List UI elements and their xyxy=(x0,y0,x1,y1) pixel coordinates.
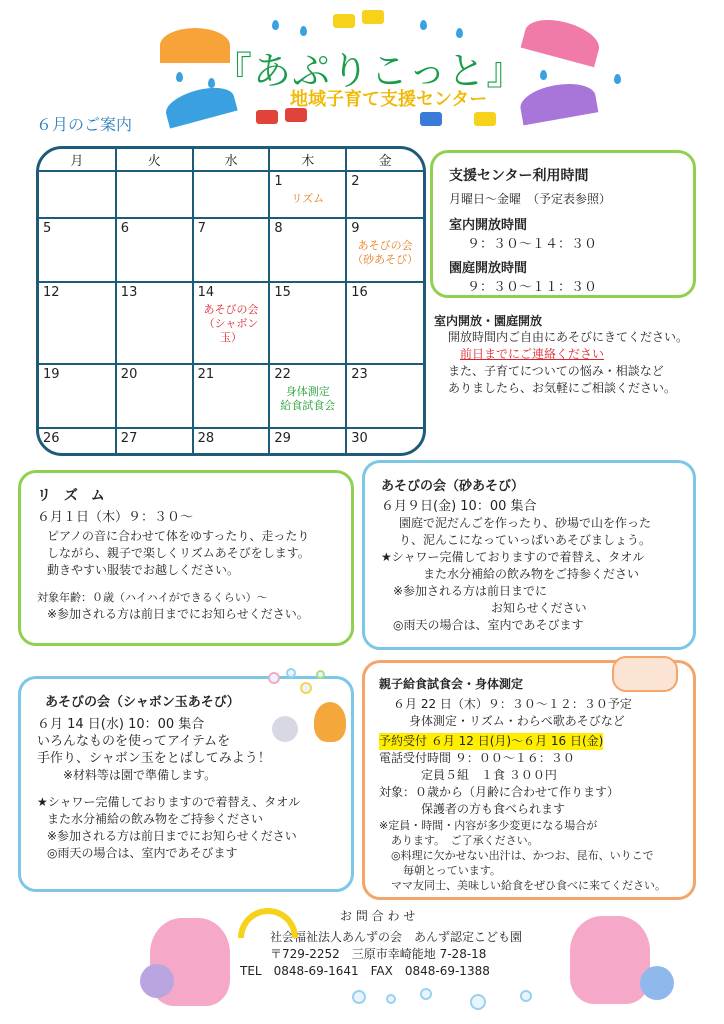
bubble-line: また水分補給の飲み物をご持参ください xyxy=(47,812,264,826)
open-notes xyxy=(434,312,714,397)
calendar-day-cell xyxy=(39,282,116,364)
hours-days: 月曜日～金曜 （予定表参照） xyxy=(449,192,612,206)
calendar-day-cell xyxy=(269,218,346,282)
blue-boot-icon xyxy=(420,112,442,126)
calendar-day-cell xyxy=(193,428,270,453)
lunch-note: ※定員・時間・内容が多少変更になる場合が xyxy=(379,819,598,832)
sand-line: また水分補給の飲み物をご持参ください xyxy=(423,567,640,581)
day-number: 13 xyxy=(120,285,138,301)
hydrangea-icon xyxy=(640,966,674,1000)
day-number: 1 xyxy=(274,174,283,189)
month-heading: ６月のご案内 xyxy=(36,115,133,134)
calendar-day-cell xyxy=(193,364,270,428)
sand-line: ※参加される方は前日までに xyxy=(393,584,548,598)
day-number: 9 xyxy=(351,221,360,236)
sand-date: ６月９日(金) 10：00 集合 xyxy=(381,499,537,514)
day-number: 6 xyxy=(120,221,130,236)
lunch-capacity: 定員５組 １食 ３００円 xyxy=(421,768,557,782)
red-boot-icon xyxy=(256,110,278,124)
day-event: あそびの会 （砂あそび） xyxy=(352,239,419,266)
indoor-time: ９：３０～１４：３０ xyxy=(467,237,598,252)
mouse-character-icon xyxy=(272,716,298,742)
garden-title: 園庭開放時間 xyxy=(449,261,528,276)
contact-phone: TEL 0848-69-1641 FAX 0848-69-1388 xyxy=(240,964,490,978)
day-number: 27 xyxy=(120,431,138,447)
day-number: 30 xyxy=(351,431,368,447)
calendar-day-cell xyxy=(193,218,270,282)
day-event: あそびの会 （シャボン玉） xyxy=(203,303,259,345)
contact-heading: お 問 合 わ せ xyxy=(340,909,416,923)
rhythm-line: しながら、親子で楽しくリズムあそびをします。 xyxy=(47,546,310,560)
calendar-day-cell xyxy=(39,218,116,282)
bubble-date: ６月 14 日(水) 10：00 集合 xyxy=(37,717,205,732)
sand-title: あそびの会（砂あそび） xyxy=(381,479,525,494)
day-number: 5 xyxy=(43,221,52,236)
calendar-week-row xyxy=(39,282,423,364)
calendar-day-cell xyxy=(116,428,193,453)
bubble-play-box xyxy=(18,676,354,892)
weekday-header: 水 xyxy=(193,149,270,171)
sand-line: ★シャワー完備しておりますので着替え、タオル xyxy=(381,550,645,564)
soap-bubble-icon xyxy=(268,672,280,684)
day-number: 14 xyxy=(197,285,215,301)
calendar-day-cell xyxy=(346,218,423,282)
lunch-date: ６月 22 日（木）９：３０～１２：３０予定 xyxy=(393,697,632,711)
calendar-day-cell xyxy=(346,364,423,428)
bubble-line: ★シャワー完備しておりますので着替え、タオル xyxy=(37,795,301,809)
raindrop-icon xyxy=(540,70,547,80)
contact-org: 社会福祉法人あんずの会 あんず認定こども園 xyxy=(270,930,523,944)
raindrop-icon xyxy=(272,20,279,30)
bubble-line: ※材料等は園で準備します。 xyxy=(63,768,217,782)
garden-time: ９：３０～１１：３０ xyxy=(467,280,598,295)
raindrop-icon xyxy=(176,72,183,82)
yellow-boot-icon xyxy=(362,10,384,24)
girl-raincoat-character-icon xyxy=(570,916,650,1004)
yellow-boot-icon xyxy=(474,112,496,126)
calendar-week-row xyxy=(39,428,423,453)
open-notes-highlight: 前日までにご連絡ください xyxy=(460,347,605,361)
calendar-day-cell xyxy=(346,282,423,364)
raindrop-icon xyxy=(456,28,463,38)
calendar-day-cell xyxy=(39,171,116,218)
raindrop-icon xyxy=(420,20,427,30)
calendar-day-cell xyxy=(39,364,116,428)
rhythm-line: 動きやすい服装でお越しください。 xyxy=(47,563,240,577)
open-notes-line: 開放時間内ご自由にあそびにきてください。 xyxy=(448,330,689,344)
calendar-day-cell xyxy=(346,171,423,218)
day-number: 12 xyxy=(43,285,60,301)
purple-umbrella-icon xyxy=(518,79,599,126)
lunch-title: 親子給食試食会・身体測定 xyxy=(379,677,524,691)
calendar-day-cell xyxy=(269,171,346,218)
day-number: 15 xyxy=(274,285,291,301)
calendar-day-cell xyxy=(39,428,116,453)
sand-line: 園庭で泥だんごを作ったり、砂場で山を作った xyxy=(399,516,652,530)
rhythm-date: ６月１日（木）９：３０～ xyxy=(37,510,194,525)
lunch-note: あります。 ご了承ください。 xyxy=(391,834,539,847)
open-notes-line: また、子育てについての悩み・相談など xyxy=(448,364,664,378)
day-number: 29 xyxy=(274,431,291,447)
day-number: 20 xyxy=(120,366,138,382)
weekday-header: 月 xyxy=(39,149,116,171)
rhythm-note: ※参加される方は前日までにお知らせください。 xyxy=(47,607,309,621)
calendar-day-cell xyxy=(116,282,193,364)
day-number: 23 xyxy=(351,366,368,382)
day-event: 身体測定 給食試食会 xyxy=(280,384,336,412)
rhythm-box xyxy=(18,470,354,646)
bubble-line: ※参加される方は前日までにお知らせください xyxy=(47,829,297,843)
water-drop-icon xyxy=(420,988,432,1000)
lunch-note: ママ友同士、美味しい給食をぜひ食べに来てください。 xyxy=(391,879,666,892)
page-subtitle: 地域子育て支援センター xyxy=(290,89,488,110)
lunch-phone-hours: 電話受付時間 ９：００～１６：３０ xyxy=(379,751,575,765)
water-drop-icon xyxy=(352,990,366,1004)
sand-line: ◎雨天の場合は、室内であそびます xyxy=(393,618,584,632)
weekday-header: 木 xyxy=(269,149,346,171)
rhythm-title: リ ズ ム xyxy=(37,488,109,504)
sand-play-box xyxy=(362,460,696,650)
soap-bubble-icon xyxy=(300,682,312,694)
calendar-week-row xyxy=(39,364,423,428)
day-number: 26 xyxy=(43,431,60,447)
calendar-day-cell xyxy=(116,171,193,218)
lunch-target: 対象：０歳から（月齢に合わせて作ります） xyxy=(379,785,620,799)
day-number: 28 xyxy=(197,431,215,447)
calendar-day-cell xyxy=(193,282,270,364)
day-number: 22 xyxy=(274,366,291,382)
yellow-boot-icon xyxy=(333,14,355,28)
calendar-day-cell xyxy=(116,364,193,428)
weekday-header: 金 xyxy=(346,149,423,171)
day-event: リズム xyxy=(291,192,325,205)
calendar-day-cell xyxy=(116,218,193,282)
bubble-line: ◎雨天の場合は、室内であそびます xyxy=(47,846,238,860)
lunch-guardian: 保護者の方も食べられます xyxy=(421,802,566,816)
hours-box xyxy=(430,150,696,298)
bubble-line: いろんなものを使ってアイテムを xyxy=(37,734,231,749)
calendar-day-cell xyxy=(193,171,270,218)
pink-umbrella-icon xyxy=(521,13,604,67)
hydrangea-icon xyxy=(140,964,174,998)
rhythm-age: 対象年齢：０歳（ハイハイができるくらい）～ xyxy=(37,591,268,604)
lunch-note: 毎朝とっています。 xyxy=(403,864,501,877)
calendar-week-row xyxy=(39,171,423,218)
water-drop-icon xyxy=(386,994,396,1004)
day-number: 8 xyxy=(274,221,283,236)
sand-line: り、泥んこになっていっぱいあそびましょう。 xyxy=(399,533,652,547)
page-title: 『あぷりこっと』 xyxy=(214,49,526,93)
lunch-line: 身体測定・リズム・わらべ歌あそびなど xyxy=(409,714,625,728)
day-number: 7 xyxy=(197,221,206,236)
lunch-note: ◎料理に欠かせない出汁は、かつお、昆布、いりこで xyxy=(391,849,654,862)
day-number: 16 xyxy=(351,285,368,301)
bubble-title: あそびの会（シャボン玉あそび） xyxy=(45,695,240,710)
weekday-header: 火 xyxy=(116,149,193,171)
day-number: 19 xyxy=(43,366,60,382)
day-number: 2 xyxy=(351,174,360,189)
raindrop-icon xyxy=(614,74,621,84)
water-drop-icon xyxy=(520,990,532,1002)
indoor-title: 室内開放時間 xyxy=(449,218,528,233)
calendar-header-row xyxy=(39,149,423,171)
hours-title: 支援センター利用時間 xyxy=(449,168,589,184)
bear-character-icon xyxy=(314,702,346,742)
lunch-reservation: 予約受付 ６月 12 日(月)～６月 16 日(金) xyxy=(379,734,604,748)
calendar xyxy=(36,146,426,456)
sand-line: お知らせください xyxy=(491,601,587,615)
lunch-box xyxy=(362,660,696,900)
calendar-day-cell xyxy=(269,364,346,428)
open-notes-line: ありましたら、お気軽にご相談ください。 xyxy=(448,381,677,395)
water-drop-icon xyxy=(470,994,486,1010)
soap-bubble-icon xyxy=(286,668,296,678)
bubble-line: 手作り、シャボン玉をとばしてみよう！ xyxy=(37,751,271,766)
soap-bubble-icon xyxy=(316,670,325,679)
day-number: 21 xyxy=(197,366,215,382)
calendar-week-row xyxy=(39,218,423,282)
open-notes-title: 室内開放・園庭開放 xyxy=(434,314,543,328)
raindrop-icon xyxy=(300,26,307,36)
calendar-day-cell xyxy=(269,428,346,453)
calendar-day-cell xyxy=(346,428,423,453)
children-eating-icon xyxy=(612,656,678,692)
rhythm-line: ピアノの音に合わせて体をゆすったり、走ったり xyxy=(47,529,310,543)
calendar-day-cell xyxy=(269,282,346,364)
contact-address: 〒729-2252 三原市幸崎能地 7-28-18 xyxy=(270,947,487,961)
